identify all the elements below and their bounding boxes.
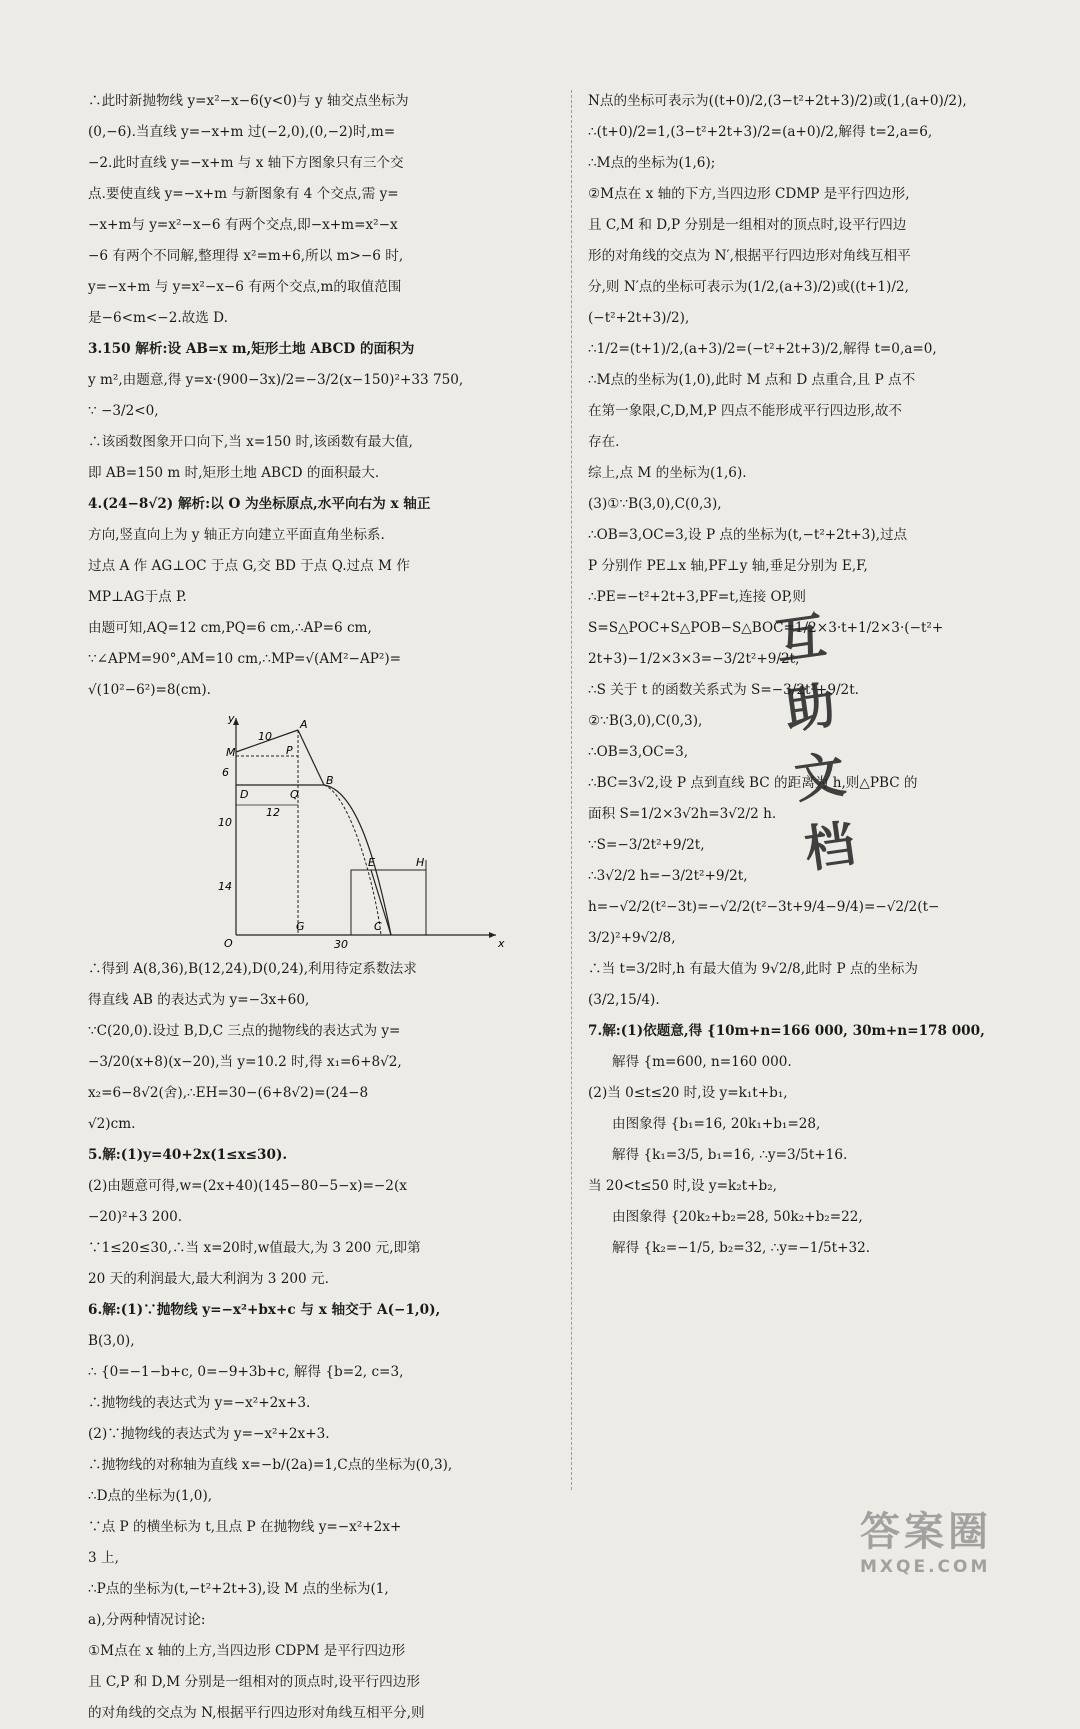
text-line: (2)当 0≤t≤20 时,设 y=k₁t+b₁, <box>588 1085 788 1101</box>
label-d: D <box>240 788 249 801</box>
text-line: 由图象得 {20k₂+b₂=28, 50k₂+b₂=22, <box>612 1209 863 1225</box>
text-line: 分,则 N′点的坐标可表示为(1/2,(a+3)/2)或((t+1)/2, <box>588 279 909 295</box>
text-line: y=−x+m 与 y=x²−x−6 有两个交点,m的取值范围 <box>88 279 402 295</box>
text-line: 面积 S=1/2×3√2h=3√2/2 h. <box>588 806 777 822</box>
text-line: 点.要使直线 y=−x+m 与新图象有 4 个交点,需 y= <box>88 186 399 202</box>
geometry-figure <box>206 710 506 950</box>
text-line: ②∵B(3,0),C(0,3), <box>588 713 703 729</box>
label-p: P <box>286 744 293 757</box>
question-6: 6.解:(1)∵抛物线 y=−x²+bx+c 与 x 轴交于 A(−1,0), <box>88 1302 441 1318</box>
text-line: ∴S 关于 t 的函数关系式为 S=−3/2t²+9/2t. <box>588 682 859 698</box>
label-6: 6 <box>222 766 229 779</box>
label-c: C <box>374 920 382 933</box>
label-b: B <box>326 774 334 787</box>
text-line: (2)∵抛物线的表达式为 y=−x²+2x+3. <box>88 1426 330 1442</box>
text-line: h=−√2/2(t²−3t)=−√2/2(t²−3t+9/4−9/4)=−√2/2(t− <box>588 899 940 915</box>
text-line: 且 C,M 和 D,P 分别是一组相对的顶点时,设平行四边 <box>588 217 907 233</box>
text-line: ∵∠APM=90°,AM=10 cm,∴MP=√(AM²−AP²)= <box>88 651 402 667</box>
text-line: 得直线 AB 的表达式为 y=−3x+60, <box>88 992 310 1008</box>
question-4: 4.(24−8√2) 解析:以 O 为坐标原点,水平向右为 x 轴正 <box>88 496 431 512</box>
text-line: ∴抛物线的对称轴为直线 x=−b/(2a)=1,C点的坐标为(0,3), <box>88 1457 453 1473</box>
label-h: H <box>416 856 425 869</box>
label-q: Q <box>290 788 299 801</box>
label-14: 14 <box>218 880 232 893</box>
text-line: ∴D点的坐标为(1,0), <box>88 1488 213 1504</box>
text-line: ∴此时新抛物线 y=x²−x−6(y<0)与 y 轴交点坐标为 <box>88 93 409 109</box>
text-line: ∴M点的坐标为(1,6); <box>588 155 716 171</box>
text-line: (−t²+2t+3)/2), <box>588 310 690 326</box>
text-line: 3 上, <box>88 1550 119 1566</box>
text-line: (3/2,15/4). <box>588 992 660 1008</box>
figure-svg <box>206 710 506 950</box>
text-line: 在第一象限,C,D,M,P 四点不能形成平行四边形,故不 <box>588 403 903 419</box>
text-line: ∴当 t=3/2时,h 有最大值为 9√2/8,此时 P 点的坐标为 <box>588 961 918 977</box>
text-line: 即 AB=150 m 时,矩形土地 ABCD 的面积最大. <box>88 465 380 481</box>
text-line: B(3,0), <box>88 1333 135 1349</box>
text-line: 方向,竖直向上为 y 轴正方向建立平面直角坐标系. <box>88 527 385 543</box>
text-line: ∵ −3/2<0, <box>88 403 159 419</box>
text-line: 的对角线的交点为 N,根据平行四边形对角线互相平分,则 <box>88 1705 425 1721</box>
text-line: 2t+3)−1/2×3×3=−3/2t²+9/2t, <box>588 651 800 667</box>
text-line: MP⊥AG于点 P. <box>88 589 187 605</box>
text-line: ∴ {0=−1−b+c, 0=−9+3b+c, 解得 {b=2, c=3, <box>88 1364 404 1380</box>
text-line: a),分两种情况讨论: <box>88 1612 206 1628</box>
question-5: 5.解:(1)y=40+2x(1≤x≤30). <box>88 1147 288 1163</box>
text-line: (2)由题意可得,w=(2x+40)(145−80−5−x)=−2(x <box>88 1178 407 1194</box>
text-line: 且 C,P 和 D,M 分别是一组相对的顶点时,设平行四边形 <box>88 1674 420 1690</box>
text-line: ∴M点的坐标为(1,0),此时 M 点和 D 点重合,且 P 点不 <box>588 372 916 388</box>
text-line: ∴BC=3√2,设 P 点到直线 BC 的距离为 h,则△PBC 的 <box>588 775 918 791</box>
text-line: ∴OB=3,OC=3, <box>588 744 689 760</box>
text-line: (0,−6).当直线 y=−x+m 过(−2,0),(0,−2)时,m= <box>88 124 396 140</box>
label-10-top: 10 <box>258 730 272 743</box>
text-line: √2)cm. <box>88 1116 136 1132</box>
text-line: 解得 {k₂=−1/5, b₂=32, ∴y=−1/5t+32. <box>612 1240 871 1256</box>
text-line: 由题可知,AQ=12 cm,PQ=6 cm,∴AP=6 cm, <box>88 620 372 636</box>
left-column <box>88 86 558 1729</box>
label-x: x <box>498 937 505 950</box>
label-g: G <box>296 920 305 933</box>
text-line: −3/20(x+8)(x−20),当 y=10.2 时,得 x₁=6+8√2, <box>88 1054 402 1070</box>
label-e: E <box>368 856 375 869</box>
watermark-en: MXQE.COM <box>860 1557 991 1577</box>
text-line: x₂=6−8√2(舍),∴EH=30−(6+8√2)=(24−8 <box>88 1085 369 1101</box>
text-line: (3)①∵B(3,0),C(0,3), <box>588 496 722 512</box>
text-line: 当 20<t≤50 时,设 y=k₂t+b₂, <box>588 1178 777 1194</box>
text-line: 存在. <box>588 434 620 450</box>
text-line: −20)²+3 200. <box>88 1209 183 1225</box>
label-y: y <box>228 712 235 725</box>
column-divider <box>571 90 572 1490</box>
text-line: ∴得到 A(8,36),B(12,24),D(0,24),利用待定系数法求 <box>88 961 417 977</box>
text-line: ∴该函数图象开口向下,当 x=150 时,该函数有最大值, <box>88 434 413 450</box>
text-line: 由图象得 {b₁=16, 20k₁+b₁=28, <box>612 1116 821 1132</box>
text-line: 3/2)²+9√2/8, <box>588 930 676 946</box>
text-line: 过点 A 作 AG⊥OC 于点 G,交 BD 于点 Q.过点 M 作 <box>88 558 410 574</box>
watermark-cn: 答案圈 <box>860 1509 992 1555</box>
text-line: ∴PE=−t²+2t+3,PF=t,连接 OP,则 <box>588 589 806 605</box>
text-line: ②M点在 x 轴的下方,当四边形 CDMP 是平行四边形, <box>588 186 910 202</box>
label-12: 12 <box>266 806 280 819</box>
text-line: −6 有两个不同解,整理得 x²=m+6,所以 m>−6 时, <box>88 248 404 264</box>
text-line: −2.此时直线 y=−x+m 与 x 轴下方图象只有三个交 <box>88 155 404 171</box>
label-m: M <box>226 746 236 759</box>
text-line: −x+m与 y=x²−x−6 有两个交点,即−x+m=x²−x <box>88 217 398 233</box>
text-line: √(10²−6²)=8(cm). <box>88 682 211 698</box>
text-line: ①M点在 x 轴的上方,当四边形 CDPM 是平行四边形 <box>88 1643 406 1659</box>
text-line: P 分别作 PE⊥x 轴,PF⊥y 轴,垂足分别为 E,F, <box>588 558 868 574</box>
text-line: ∵S=−3/2t²+9/2t, <box>588 837 705 853</box>
text-line: 20 天的利润最大,最大利润为 3 200 元. <box>88 1271 329 1287</box>
text-line: ∴OB=3,OC=3,设 P 点的坐标为(t,−t²+2t+3),过点 <box>588 527 908 543</box>
watermark-logo <box>860 1500 1060 1577</box>
label-10-left: 10 <box>218 816 232 829</box>
question-3: 3.150 解析:设 AB=x m,矩形土地 ABCD 的面积为 <box>88 341 415 357</box>
text-line: y m²,由题意,得 y=x·(900−3x)/2=−3/2(x−150)²+33 750, <box>88 372 464 388</box>
text-line: ∵点 P 的横坐标为 t,且点 P 在抛物线 y=−x²+2x+ <box>88 1519 402 1535</box>
text-line: ∴抛物线的表达式为 y=−x²+2x+3. <box>88 1395 311 1411</box>
handwritten-annotation: 互助文档 <box>771 605 863 879</box>
label-o: O <box>224 937 233 950</box>
text-line: 解得 {k₁=3/5, b₁=16, ∴y=3/5t+16. <box>612 1147 848 1163</box>
text-line: ∴1/2=(t+1)/2,(a+3)/2=(−t²+2t+3)/2,解得 t=0,a=0, <box>588 341 937 357</box>
text-line: 综上,点 M 的坐标为(1,6). <box>588 465 747 481</box>
text-line: 解得 {m=600, n=160 000. <box>612 1054 792 1070</box>
text-line: 形的对角线的交点为 N′,根据平行四边形对角线互相平 <box>588 248 911 264</box>
text-line: N点的坐标可表示为((t+0)/2,(3−t²+2t+3)/2)或(1,(a+0)/2), <box>588 93 967 109</box>
label-30: 30 <box>334 938 348 950</box>
label-a: A <box>300 718 308 731</box>
text-line: 是−6<m<−2.故选 D. <box>88 310 228 326</box>
text-line: ∵1≤20≤30,∴当 x=20时,w值最大,为 3 200 元,即第 <box>88 1240 421 1256</box>
text-line: ∴P点的坐标为(t,−t²+2t+3),设 M 点的坐标为(1, <box>88 1581 389 1597</box>
question-7: 7.解:(1)依题意,得 {10m+n=166 000, 30m+n=178 000, <box>588 1023 985 1039</box>
text-line: ∴3√2/2 h=−3/2t²+9/2t, <box>588 868 748 884</box>
text-line: ∴(t+0)/2=1,(3−t²+2t+3)/2=(a+0)/2,解得 t=2,a=6, <box>588 124 933 140</box>
text-line: ∵C(20,0).设过 B,D,C 三点的抛物线的表达式为 y= <box>88 1023 401 1039</box>
text-line: S=S△POC+S△POB−S△BOC=1/2×3·t+1/2×3·(−t²+ <box>588 620 944 636</box>
